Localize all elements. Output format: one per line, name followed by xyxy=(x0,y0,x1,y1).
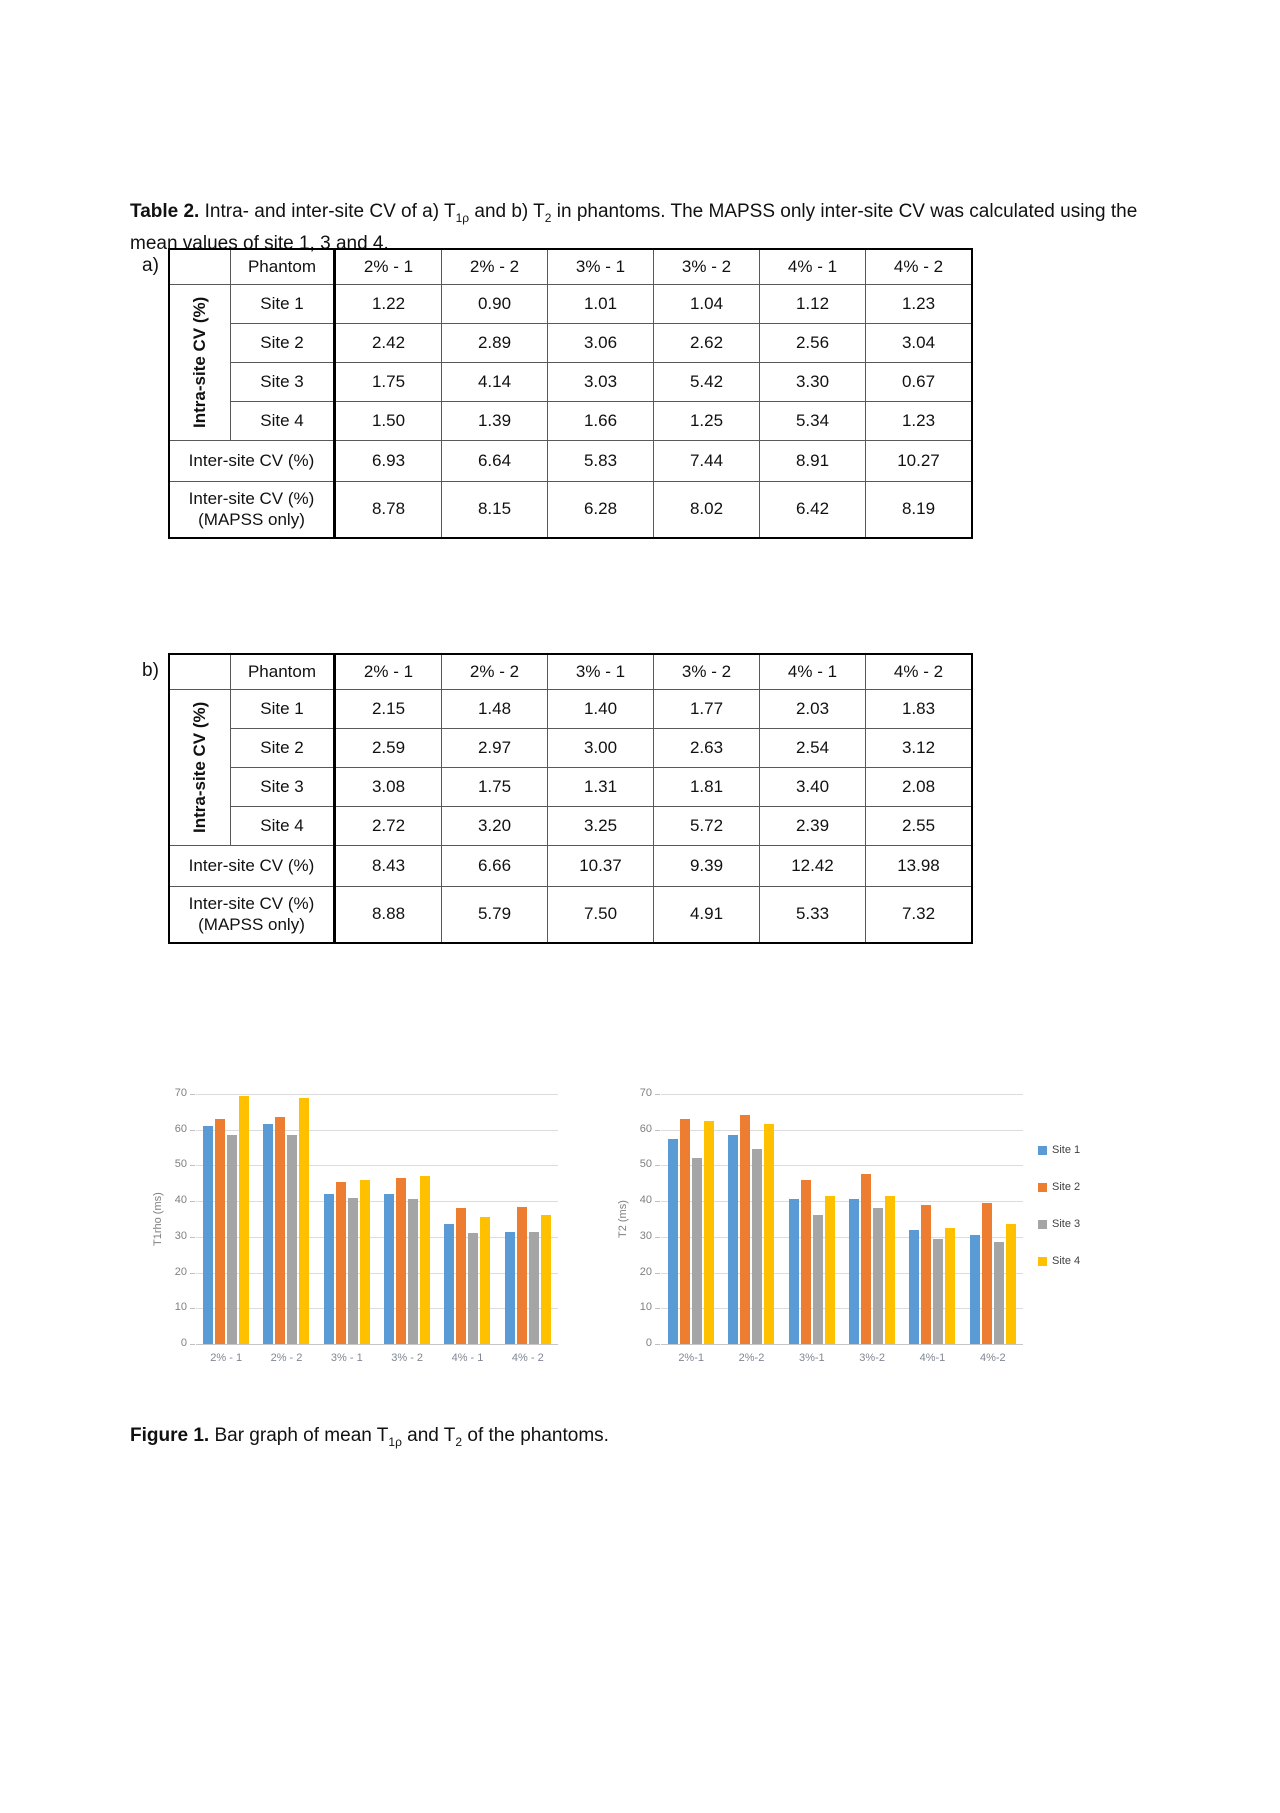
legend-item xyxy=(1038,1218,1080,1230)
site-label: Site 3 xyxy=(231,767,335,806)
inter-site-label: Inter-site CV (%) xyxy=(169,440,335,481)
value-cell: 8.43 xyxy=(335,845,442,886)
y-axis-title: T2 (ms) xyxy=(617,1200,629,1238)
value-cell: 3.06 xyxy=(548,323,654,362)
bar-site-1 xyxy=(789,1199,799,1344)
bar-site-3 xyxy=(227,1135,237,1344)
value-cell: 1.25 xyxy=(654,401,760,440)
value-cell: 3.04 xyxy=(866,323,973,362)
column-header: Phantom xyxy=(231,249,335,284)
legend-swatch xyxy=(1038,1220,1047,1229)
x-tick-label: 2% - 1 xyxy=(210,1352,243,1364)
bar-site-4 xyxy=(360,1180,370,1344)
value-cell: 3.20 xyxy=(442,806,548,845)
table-b-label: b) xyxy=(142,660,159,681)
figure-caption-text2: and T xyxy=(401,1425,456,1446)
bar-site-3 xyxy=(529,1232,539,1345)
t2-bar-chart xyxy=(615,1087,1023,1372)
value-cell: 5.33 xyxy=(760,886,866,943)
value-cell: 3.25 xyxy=(548,806,654,845)
bar-site-4 xyxy=(945,1228,955,1344)
y-tick-label: 20 xyxy=(639,1265,652,1278)
bar-group xyxy=(324,1180,370,1344)
value-cell: 12.42 xyxy=(760,845,866,886)
y-tick-label: 20 xyxy=(174,1265,187,1278)
row-group-label-cell xyxy=(169,284,231,440)
value-cell: 2.54 xyxy=(760,728,866,767)
bar-group xyxy=(970,1203,1016,1344)
column-header: 4% - 2 xyxy=(866,654,973,689)
value-cell: 3.12 xyxy=(866,728,973,767)
bar-site-2 xyxy=(215,1119,225,1344)
bar-site-3 xyxy=(994,1242,1004,1344)
y-tick-label: 60 xyxy=(174,1122,187,1135)
bar-site-2 xyxy=(680,1119,690,1344)
y-tick-label: 50 xyxy=(639,1158,652,1171)
site-row xyxy=(169,323,972,362)
bar-group xyxy=(668,1119,714,1344)
fig-t1rho-subscript: 1ρ xyxy=(388,1434,402,1449)
value-cell: 6.93 xyxy=(335,440,442,481)
value-cell: 5.83 xyxy=(548,440,654,481)
column-header: 3% - 2 xyxy=(654,654,760,689)
value-cell: 2.63 xyxy=(654,728,760,767)
legend-swatch xyxy=(1038,1183,1047,1192)
mapss-label-line1: Inter-site CV (%) xyxy=(188,894,315,914)
value-cell: 8.02 xyxy=(654,481,760,538)
site-label: Site 3 xyxy=(231,362,335,401)
column-header: 3% - 1 xyxy=(548,654,654,689)
x-tick-label: 4% - 1 xyxy=(451,1352,484,1364)
value-cell: 10.27 xyxy=(866,440,973,481)
value-cell: 1.50 xyxy=(335,401,442,440)
legend-label: Site 1 xyxy=(1052,1144,1081,1156)
x-tick-label: 2%-1 xyxy=(678,1352,704,1364)
bar-site-2 xyxy=(517,1207,527,1345)
column-header: 2% - 2 xyxy=(442,654,548,689)
value-cell: 0.90 xyxy=(442,284,548,323)
x-axis-labels xyxy=(661,1344,1023,1372)
x-tick-label: 3%-1 xyxy=(798,1352,825,1364)
value-cell: 3.03 xyxy=(548,362,654,401)
bar-site-1 xyxy=(203,1126,213,1344)
plot-area xyxy=(661,1094,1023,1345)
value-cell: 2.08 xyxy=(866,767,973,806)
site-row xyxy=(169,689,972,728)
y-tick-label: 30 xyxy=(639,1229,652,1242)
bar-site-1 xyxy=(668,1139,678,1344)
fig-t2-subscript: 2 xyxy=(455,1434,463,1449)
column-header: 4% - 2 xyxy=(866,249,973,284)
value-cell: 1.39 xyxy=(442,401,548,440)
table-header-row xyxy=(169,654,972,689)
bar-site-1 xyxy=(263,1124,273,1344)
bar-site-1 xyxy=(384,1194,394,1344)
bar-group xyxy=(384,1176,430,1344)
bar-groups xyxy=(196,1094,558,1344)
bar-site-2 xyxy=(982,1203,992,1344)
bar-site-2 xyxy=(801,1180,811,1344)
y-tick-label: 0 xyxy=(645,1337,652,1349)
y-tick-label: 50 xyxy=(174,1158,187,1171)
mapss-row xyxy=(169,886,972,943)
value-cell: 1.23 xyxy=(866,284,973,323)
bar-group xyxy=(849,1174,895,1344)
y-tick-label: 40 xyxy=(174,1194,187,1207)
y-tick-label: 70 xyxy=(639,1087,652,1099)
bar-site-1 xyxy=(505,1232,515,1345)
bar-site-4 xyxy=(764,1124,774,1344)
value-cell: 0.67 xyxy=(866,362,973,401)
bar-group xyxy=(203,1096,249,1344)
y-tick-label: 30 xyxy=(174,1229,187,1242)
site-row xyxy=(169,401,972,440)
value-cell: 7.44 xyxy=(654,440,760,481)
bar-site-4 xyxy=(239,1096,249,1344)
value-cell: 2.55 xyxy=(866,806,973,845)
value-cell: 2.15 xyxy=(335,689,442,728)
x-tick-label: 4%-1 xyxy=(919,1352,946,1364)
site-row xyxy=(169,728,972,767)
table-header-row xyxy=(169,249,972,284)
column-header: 2% - 1 xyxy=(335,249,442,284)
value-cell: 1.75 xyxy=(442,767,548,806)
y-axis xyxy=(631,1087,661,1349)
value-cell: 10.37 xyxy=(548,845,654,886)
x-tick-label: 3%-2 xyxy=(859,1352,885,1364)
value-cell: 1.40 xyxy=(548,689,654,728)
bar-group xyxy=(505,1207,551,1345)
column-header: 3% - 1 xyxy=(548,249,654,284)
bar-groups xyxy=(661,1094,1023,1344)
mapss-label-line2: (MAPSS only) xyxy=(198,510,305,530)
bar-site-2 xyxy=(275,1117,285,1344)
value-cell: 5.42 xyxy=(654,362,760,401)
value-cell: 2.59 xyxy=(335,728,442,767)
y-tick-label: 70 xyxy=(174,1087,187,1099)
value-cell: 1.83 xyxy=(866,689,973,728)
value-cell: 1.48 xyxy=(442,689,548,728)
bar-group xyxy=(728,1115,774,1344)
bar-site-2 xyxy=(921,1205,931,1344)
cv-table xyxy=(168,248,973,539)
plot-area xyxy=(196,1094,558,1345)
x-tick-label: 2%-2 xyxy=(738,1352,765,1364)
value-cell: 2.56 xyxy=(760,323,866,362)
mapss-label xyxy=(169,481,335,538)
bar-site-1 xyxy=(909,1230,919,1344)
legend-swatch xyxy=(1038,1146,1047,1155)
x-tick-label: 4% - 2 xyxy=(511,1352,544,1364)
bar-site-2 xyxy=(861,1174,871,1344)
value-cell: 1.77 xyxy=(654,689,760,728)
bar-site-4 xyxy=(480,1217,490,1344)
legend-label: Site 2 xyxy=(1052,1181,1081,1193)
value-cell: 8.15 xyxy=(442,481,548,538)
value-cell: 2.72 xyxy=(335,806,442,845)
value-cell: 3.00 xyxy=(548,728,654,767)
value-cell: 3.08 xyxy=(335,767,442,806)
legend-item xyxy=(1038,1181,1080,1193)
site-label: Site 2 xyxy=(231,323,335,362)
site-row xyxy=(169,362,972,401)
value-cell: 2.97 xyxy=(442,728,548,767)
value-cell: 6.66 xyxy=(442,845,548,886)
table-a-block xyxy=(142,248,973,539)
value-cell: 3.40 xyxy=(760,767,866,806)
inter-site-row xyxy=(169,845,972,886)
value-cell: 2.39 xyxy=(760,806,866,845)
corner-cell xyxy=(169,654,231,689)
column-header: Phantom xyxy=(231,654,335,689)
bar-group xyxy=(789,1180,835,1344)
value-cell: 13.98 xyxy=(866,845,973,886)
row-group-label: Intra-site CV (%) xyxy=(190,296,210,428)
corner-cell xyxy=(169,249,231,284)
bar-site-4 xyxy=(825,1196,835,1344)
bar-site-4 xyxy=(420,1176,430,1344)
bar-site-3 xyxy=(468,1233,478,1344)
bar-site-2 xyxy=(336,1182,346,1345)
value-cell: 5.79 xyxy=(442,886,548,943)
legend-swatch xyxy=(1038,1257,1047,1266)
figure-caption xyxy=(130,1423,830,1455)
figure-caption-number: Figure 1. xyxy=(130,1425,210,1446)
table-a xyxy=(168,248,973,539)
bar-site-4 xyxy=(299,1098,309,1344)
mapss-row xyxy=(169,481,972,538)
mapss-label-line2: (MAPSS only) xyxy=(198,915,305,935)
t2-subscript: 2 xyxy=(544,210,552,225)
bar-site-4 xyxy=(541,1215,551,1344)
bar-site-3 xyxy=(692,1158,702,1344)
column-header: 4% - 1 xyxy=(760,249,866,284)
bar-site-3 xyxy=(287,1135,297,1344)
y-tick-label: 0 xyxy=(180,1337,187,1349)
value-cell: 1.23 xyxy=(866,401,973,440)
bar-site-1 xyxy=(324,1194,334,1344)
table-b-block xyxy=(142,653,973,944)
bar-group xyxy=(909,1205,955,1344)
bar-site-1 xyxy=(728,1135,738,1344)
y-tick-label: 10 xyxy=(639,1301,652,1314)
table-caption-text: Intra- and inter-site CV of a) T xyxy=(199,201,456,222)
mapss-label xyxy=(169,886,335,943)
table-a-label: a) xyxy=(142,255,159,276)
value-cell: 2.42 xyxy=(335,323,442,362)
value-cell: 8.91 xyxy=(760,440,866,481)
row-group-label-cell xyxy=(169,689,231,845)
legend-label: Site 4 xyxy=(1052,1255,1081,1267)
bar-group xyxy=(263,1098,309,1344)
bar-site-4 xyxy=(704,1121,714,1344)
y-axis xyxy=(166,1087,196,1349)
value-cell: 3.30 xyxy=(760,362,866,401)
value-cell: 7.50 xyxy=(548,886,654,943)
x-axis-labels xyxy=(196,1344,558,1372)
column-header: 3% - 2 xyxy=(654,249,760,284)
site-label: Site 4 xyxy=(231,401,335,440)
value-cell: 1.12 xyxy=(760,284,866,323)
legend-label: Site 3 xyxy=(1052,1218,1081,1230)
x-tick-label: 3% - 2 xyxy=(391,1352,424,1364)
x-tick-label: 2% - 2 xyxy=(270,1352,303,1364)
bar-site-1 xyxy=(444,1224,454,1344)
inter-site-label: Inter-site CV (%) xyxy=(169,845,335,886)
y-axis-title: T1rho (ms) xyxy=(152,1192,164,1246)
bar-site-2 xyxy=(396,1178,406,1344)
y-tick-label: 10 xyxy=(174,1301,187,1314)
site-label: Site 1 xyxy=(231,284,335,323)
value-cell: 1.31 xyxy=(548,767,654,806)
value-cell: 6.64 xyxy=(442,440,548,481)
value-cell: 1.22 xyxy=(335,284,442,323)
site-row xyxy=(169,767,972,806)
legend-item xyxy=(1038,1144,1080,1156)
legend-item xyxy=(1038,1255,1080,1267)
chart-legend xyxy=(1038,1144,1080,1267)
bar-site-4 xyxy=(1006,1224,1016,1344)
table-caption-text3: in phantoms. The MAPSS only inter-site CV was calculated using the mean values of site 1, 3 and 4. xyxy=(130,201,1138,254)
site-label: Site 2 xyxy=(231,728,335,767)
bar-site-3 xyxy=(873,1208,883,1344)
figure-caption-text: Bar graph of mean T xyxy=(209,1425,389,1446)
value-cell: 6.28 xyxy=(548,481,654,538)
value-cell: 1.01 xyxy=(548,284,654,323)
value-cell: 5.72 xyxy=(654,806,760,845)
value-cell: 5.34 xyxy=(760,401,866,440)
value-cell: 6.42 xyxy=(760,481,866,538)
column-header: 4% - 1 xyxy=(760,654,866,689)
site-row xyxy=(169,806,972,845)
bar-site-2 xyxy=(740,1115,750,1344)
y-tick-label: 40 xyxy=(639,1194,652,1207)
value-cell: 1.66 xyxy=(548,401,654,440)
value-cell: 4.14 xyxy=(442,362,548,401)
inter-site-row xyxy=(169,440,972,481)
figure-1 xyxy=(150,1086,1210,1398)
bar-site-2 xyxy=(456,1208,466,1344)
site-label: Site 1 xyxy=(231,689,335,728)
bar-site-3 xyxy=(408,1199,418,1344)
figure-caption-text3: of the phantoms. xyxy=(462,1425,609,1446)
x-tick-label: 3% - 1 xyxy=(330,1352,363,1364)
site-row xyxy=(169,284,972,323)
x-tick-label: 4%-2 xyxy=(979,1352,1006,1364)
value-cell: 8.88 xyxy=(335,886,442,943)
value-cell: 1.04 xyxy=(654,284,760,323)
bar-group xyxy=(444,1208,490,1344)
value-cell: 1.75 xyxy=(335,362,442,401)
table-b xyxy=(168,653,973,944)
table-caption-text2: and b) T xyxy=(469,201,545,222)
bar-site-3 xyxy=(752,1149,762,1344)
row-group-label: Intra-site CV (%) xyxy=(190,701,210,833)
bar-site-3 xyxy=(813,1215,823,1344)
cv-table xyxy=(168,653,973,944)
table-caption-number: Table 2. xyxy=(130,201,200,222)
bar-site-1 xyxy=(849,1199,859,1344)
column-header: 2% - 1 xyxy=(335,654,442,689)
value-cell: 8.78 xyxy=(335,481,442,538)
value-cell: 4.91 xyxy=(654,886,760,943)
site-label: Site 4 xyxy=(231,806,335,845)
value-cell: 9.39 xyxy=(654,845,760,886)
bar-site-4 xyxy=(885,1196,895,1344)
bar-site-3 xyxy=(348,1198,358,1344)
y-tick-label: 60 xyxy=(639,1122,652,1135)
value-cell: 1.81 xyxy=(654,767,760,806)
column-header: 2% - 2 xyxy=(442,249,548,284)
t1rho-bar-chart xyxy=(150,1087,558,1372)
t1rho-subscript: 1ρ xyxy=(455,210,470,225)
value-cell: 2.03 xyxy=(760,689,866,728)
value-cell: 2.89 xyxy=(442,323,548,362)
bar-site-1 xyxy=(970,1235,980,1344)
value-cell: 2.62 xyxy=(654,323,760,362)
mapss-label-line1: Inter-site CV (%) xyxy=(188,489,315,509)
value-cell: 8.19 xyxy=(866,481,973,538)
value-cell: 7.32 xyxy=(866,886,973,943)
bar-site-3 xyxy=(933,1239,943,1344)
